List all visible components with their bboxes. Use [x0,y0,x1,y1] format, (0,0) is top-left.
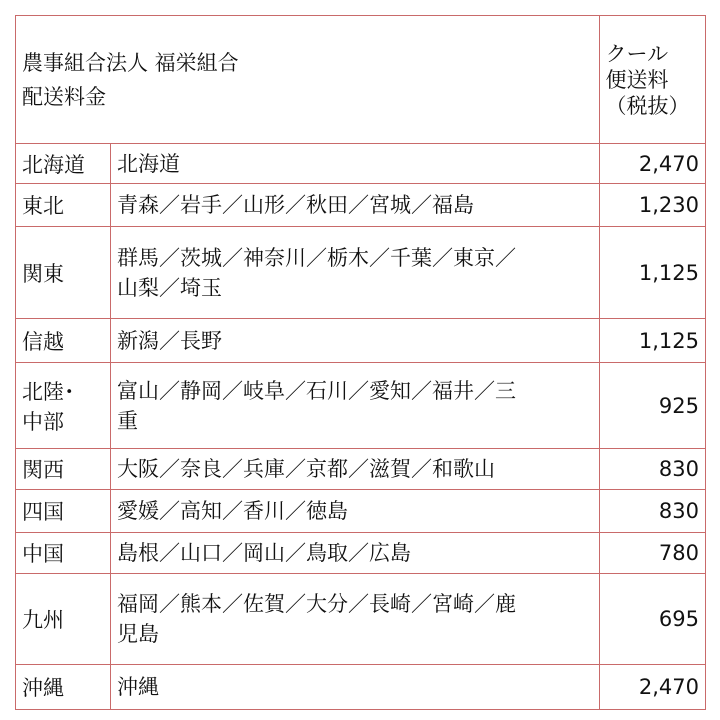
prefecture-cell: 北海道 [110,144,599,184]
prefecture-cell: 青森／岩手／山形／秋田／宮城／福島 [110,184,599,227]
price-cell: 1,125 [599,227,705,319]
shipping-rate-table [15,15,706,710]
cool-header-line-1: クール [605,41,669,66]
prefecture-cell: 大阪／奈良／兵庫／京都／滋賀／和歌山 [110,449,599,490]
prefecture-line-1: 福岡／熊本／佐賀／大分／長崎／宮崎／鹿 [116,592,516,616]
region-line-2: 中部 [22,409,64,434]
region-cell: 中国 [16,533,111,574]
region-cell: 九州 [16,574,111,665]
price-cell: 780 [599,533,705,574]
table-row [16,184,706,227]
table-row [16,319,706,363]
table-row [16,490,706,533]
region-cell: 四国 [16,490,111,533]
region-cell: 沖縄 [16,665,111,710]
cool-shipping-header [599,16,705,144]
prefecture-cell: 愛媛／高知／香川／徳島 [110,490,599,533]
title-line-2: 配送料金 [22,84,106,109]
table-row [16,144,706,184]
price-cell: 1,230 [599,184,705,227]
table-row [16,363,706,449]
prefecture-cell [110,363,599,449]
cool-header-line-2: 便送料 [605,67,669,92]
prefecture-line-1: 富山／静岡／岐阜／石川／愛知／福井／三 [116,378,516,403]
region-cell: 関東 [16,227,111,319]
rate-table-frame [15,15,706,709]
price-cell: 830 [599,490,705,533]
region-cell: 関西 [16,449,111,490]
prefecture-cell: 沖縄 [110,665,599,710]
price-cell: 2,470 [599,665,705,710]
region-line-1: 北陸･ [22,379,75,404]
prefecture-cell [110,574,599,665]
prefecture-line-2: 山梨／埼玉 [116,275,222,300]
table-row [16,227,706,319]
table-row [16,449,706,490]
table-row [16,574,706,665]
prefecture-line-2: 重 [116,408,138,433]
prefecture-cell [110,227,599,319]
price-cell: 695 [599,574,705,665]
region-cell: 信越 [16,319,111,363]
price-cell: 2,470 [599,144,705,184]
title-line-1: 農事組合法人 福栄組合 [22,50,239,75]
table-row [16,533,706,574]
prefecture-cell: 新潟／長野 [110,319,599,363]
table-title [16,16,600,144]
prefecture-line-1: 群馬／茨城／神奈川／栃木／千葉／東京／ [116,245,516,270]
price-cell: 1,125 [599,319,705,363]
prefecture-cell: 島根／山口／岡山／鳥取／広島 [110,533,599,574]
region-cell: 東北 [16,184,111,227]
cool-header-line-3: （税抜） [605,93,690,118]
price-cell: 830 [599,449,705,490]
header-row [16,16,706,144]
price-cell: 925 [599,363,705,449]
table-row [16,665,706,710]
prefecture-line-2: 児島 [116,622,159,646]
region-cell [16,363,111,449]
region-cell: 北海道 [16,144,111,184]
